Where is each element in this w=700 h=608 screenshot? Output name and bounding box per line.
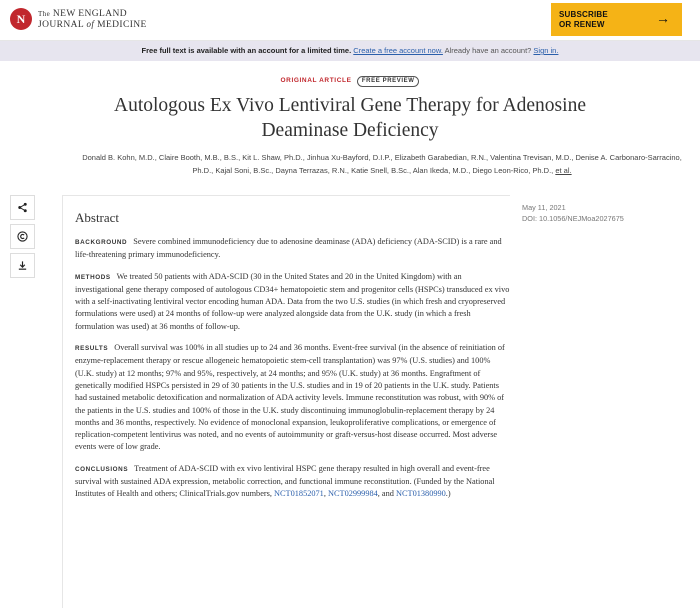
copyright-icon [17, 231, 28, 242]
subscribe-label: SUBSCRIBE [559, 9, 608, 19]
subscribe-button[interactable] [551, 3, 682, 36]
renew-label: OR RENEW [559, 19, 605, 29]
methods-text: We treated 50 patients with ADA-SCID (30 in the United States and 20 in the United Kingdom) with an investigational gene therapy composed of autologous CD34+ hematopoietic stem and progenitor cells (HSPCs) transduced ex vivo with a self-inactivating lentiviral vector encoding human ADA. Data from the two U.S. studies (in which fresh and cryopreserved formulations were used) at 24 months of follow-up were analyzed alongside data from the U.K. study (in which a fresh formulation was used) at 36 months of follow-up. [75, 271, 510, 331]
doi: DOI: 10.1056/NEJMoa2027675 [522, 214, 624, 223]
permissions-button[interactable] [10, 224, 35, 249]
results-paragraph [75, 342, 510, 454]
logo-of: of [86, 18, 95, 29]
trial-sep-2: , and [377, 489, 394, 499]
abstract-section [62, 195, 510, 608]
author-list [82, 152, 682, 177]
arrow-right-icon: → [656, 10, 670, 26]
methods-label: METHODS [75, 273, 111, 281]
sign-in-link[interactable]: Sign in. [533, 46, 559, 55]
download-icon [17, 260, 28, 271]
trial-end: .) [445, 489, 451, 499]
conclusions-paragraph [75, 463, 510, 501]
logo-new-england: NEW ENGLAND [52, 8, 128, 19]
trial-link-1[interactable]: NCT01852071 [274, 489, 324, 499]
create-account-link[interactable]: Create a free account now. [353, 46, 443, 55]
et-al-link[interactable]: et al. [555, 165, 572, 175]
article-meta [522, 202, 624, 224]
article-type-label[interactable]: ORIGINAL ARTICLE [280, 77, 352, 84]
article-type [0, 76, 700, 87]
nejm-seal-icon: N [10, 8, 32, 30]
banner-lead: Free full text is available with an account for a limited time. [141, 46, 352, 55]
trial-link-3[interactable]: NCT01380990 [396, 489, 446, 499]
methods-paragraph [75, 271, 510, 333]
access-banner [0, 41, 700, 61]
nejm-logo[interactable] [10, 8, 147, 30]
banner-have-account: Already have an account? [444, 46, 532, 55]
share-button[interactable] [10, 195, 35, 220]
article-title: Autologous Ex Vivo Lentiviral Gene Therapy for Adenosine Deaminase Deficiency [114, 95, 586, 141]
free-preview-badge: FREE PREVIEW [357, 76, 420, 87]
article-tools [10, 195, 35, 278]
abstract-heading: Abstract [75, 210, 120, 225]
logo-the: The [38, 9, 51, 18]
trial-link-2[interactable]: NCT02999984 [327, 489, 378, 499]
top-bar [0, 0, 700, 41]
logo-journal: JOURNAL [38, 19, 84, 30]
results-label: RESULTS [75, 345, 109, 353]
results-text: Overall survival was 100% in all studies up to 24 and 36 months. Event-free survival (in the absence of reinitiation of enzyme-replacement therapy or rescue allogeneic hematopoietic stem-cell transplantation) was 97% (U.S. studies) and 100% (U.K. study) at 12 months; 97% and 95%, respectively, at 24 months; and 95% (U.K. study) at 36 months. Engraftment of genetically modified HSPCs persisted in 29 of 30 patients in the U.S. studies and in 19 of 20 patients in the U.K. study. Patients had sustained metabolic detoxification and normalization of ADA activity levels. Immune reconstitution was robust, with 90% of the patients in the U.S. studies and 100% of those in the U.K. study discontinuing immunoglobulin-replacement therapy by 24 months and 36 months, respectively. No evidence of monoclonal expansion, leukoproliferative complications, or emergence of replication-competent lentivirus was noted, and no events of autoimmunity or graft-versus-host disease occurred. Most adverse events were of low grade. [75, 343, 505, 452]
authors-text: Donald B. Kohn, M.D., Claire Booth, M.B., B.S., Kit L. Shaw, Ph.D., Jinhua Xu-Bayford, D.I.P., Elizabeth Garabedian, R.N., Valentina Trevisan, M.D., Denise A. Carbonaro-Sarracino, Ph.D., Kajal Soni, B.Sc., Dayna Terrazas, R.N., Katie Snell, B.Sc., Alan Ikeda, M.D., Diego Leon-Rico, Ph.D., [82, 153, 682, 175]
conclusions-label: CONCLUSIONS [75, 465, 129, 473]
download-button[interactable] [10, 253, 35, 278]
logo-medicine: MEDICINE [97, 19, 147, 30]
publication-date: May 11, 2021 [522, 203, 566, 212]
background-paragraph [75, 236, 510, 262]
background-text: Severe combined immunodeficiency due to adenosine deaminase (ADA) deficiency (ADA-SCID) is a rare and life-threatening primary immunodeficiency. [75, 237, 502, 260]
share-icon [17, 202, 28, 213]
conclusions-text: Treatment of ADA-SCID with ex vivo lentiviral HSPC gene therapy resulted in high overall and event-free survival with sustained ADA expression, metabolic correction, and functional immune reconstitution. (Funded by the National Institutes of Health and others; ClinicalTrials.gov numbers, [75, 463, 495, 499]
logo-wordmark [38, 9, 147, 30]
background-label: BACKGROUND [75, 239, 128, 246]
trial-sep-1: , [323, 489, 326, 499]
